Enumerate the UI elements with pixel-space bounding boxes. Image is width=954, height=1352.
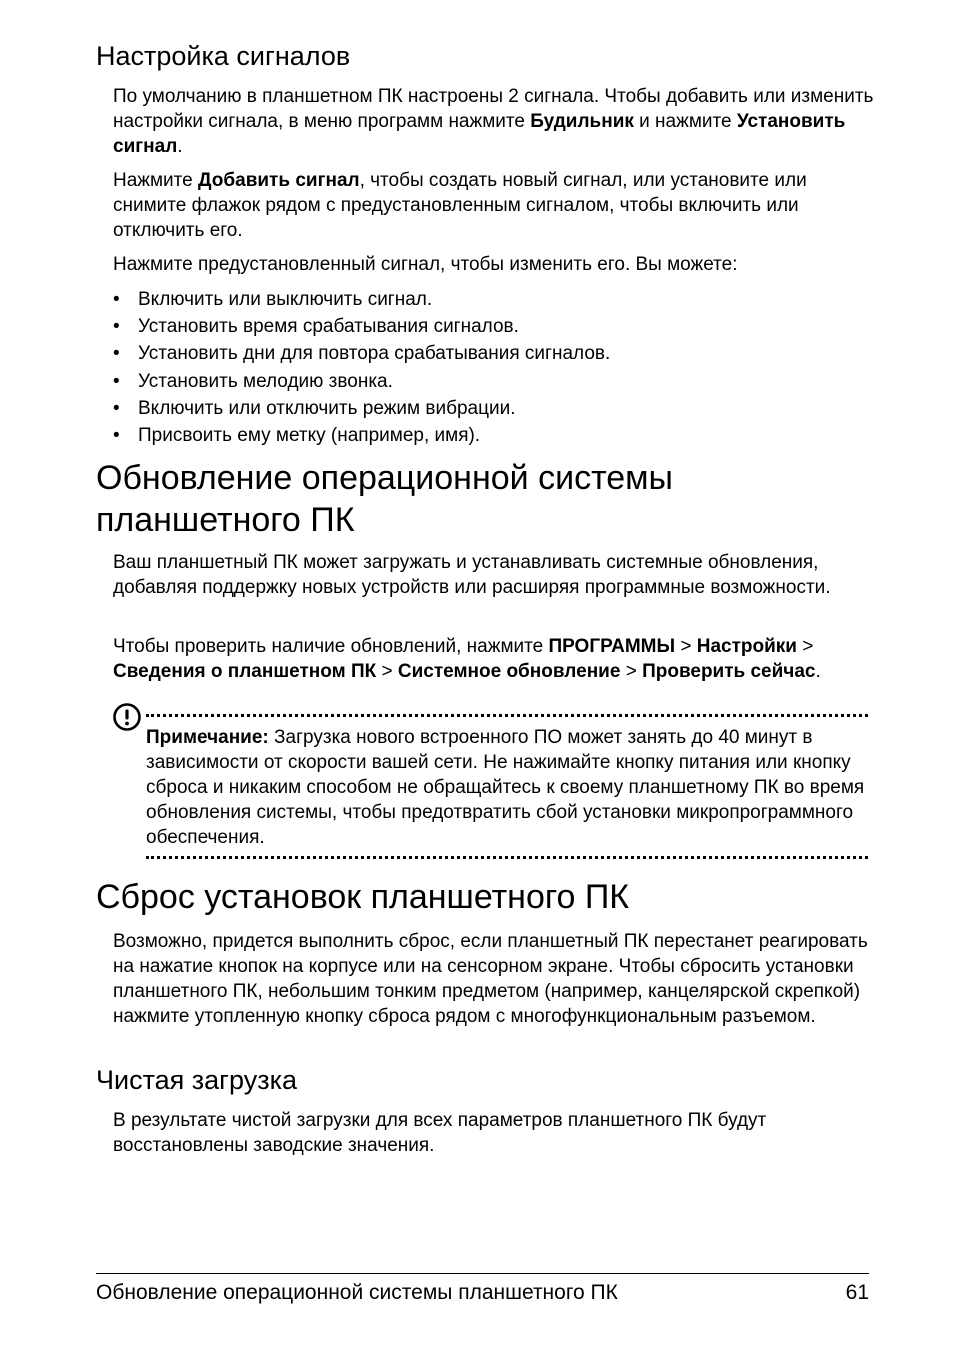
list-item: • Присвоить ему метку (например, имя). [113,422,610,449]
menu-path-system-update: Системное обновление [397,661,621,682]
bullet-icon: • [113,425,120,447]
paragraph-update-intro: Ваш планшетный ПК может загружать и устанавливать системные обновления, добавляя поддержку новых устройств или расширяя программные возможности. [113,552,831,598]
bold-term-set-alarm: Установить сигнал [113,111,846,157]
alarm-options-list [113,286,610,449]
list-item: • Установить время срабатывания сигналов. [113,313,610,340]
paragraph-alarm-intro: По умолчанию в планшетном ПК настроены 2 сигнала. Чтобы добавить или изменить настройки сигнала, в меню программ нажмите Будильник и нажмите Установить сигнал. [113,86,874,157]
bullet-icon: • [113,397,120,419]
menu-path-check-now: Проверить сейчас [642,661,816,682]
bullet-icon: • [113,289,120,310]
bold-term-add-alarm: Добавить сигнал [198,170,360,191]
heading-reset: Сброс установок планшетного ПК [96,878,630,916]
warning-icon [112,702,142,732]
page-number: 61 [845,1281,869,1304]
bullet-icon: • [113,370,120,392]
menu-path-settings: Настройки [696,636,797,657]
heading-alarm-settings: Настройка сигналов [96,41,351,71]
paragraph-reset: Возможно, придется выполнить сброс, если планшетный ПК перестанет реагировать на нажатие кнопок на корпусе или на сенсорном экране. Чтобы сбросить установки планшетного ПК, небольшим тонким предметом (например, канцелярской скрепкой) нажмите утопленную кнопку сброса рядом с многофункциональным разъемом. [113,931,868,1027]
paragraph-edit-alarm: Нажмите предустановленный сигнал, чтобы изменить его. Вы можете: [113,254,738,275]
list-item: • Установить мелодию звонка. [113,368,610,395]
note-divider-bottom [146,856,868,859]
bullet-icon: • [113,316,120,338]
heading-os-update: Обновление операционной системы планшетного ПК [96,459,673,539]
list-item: • Включить или отключить режим вибрации. [113,395,610,422]
bullet-icon: • [113,343,120,365]
paragraph-clean-boot: В результате чистой загрузки для всех параметров планшетного ПК будут восстановлены заводские значения. [113,1110,767,1156]
bold-term-alarm-clock: Будильник [530,111,634,132]
note-divider-top [146,714,868,717]
note-label: Примечание: [146,727,269,748]
list-item: • Установить дни для повтора срабатывания сигналов. [113,340,610,367]
paragraph-add-alarm: Нажмите Добавить сигнал, чтобы создать новый сигнал, или установите или снимите флажок рядом с предустановленным сигналом, чтобы включить или отключить его. [113,170,807,241]
footer-divider [96,1273,869,1274]
heading-clean-boot: Чистая загрузка [96,1065,298,1095]
menu-path-programs: ПРОГРАММЫ [548,636,676,657]
footer-title: Обновление операционной системы планшетного ПК [96,1281,618,1304]
list-item: • Включить или выключить сигнал. [113,286,610,313]
paragraph-check-updates: Чтобы проверить наличие обновлений, нажмите ПРОГРАММЫ > Настройки > Сведения о планшетном ПК > Системное обновление > Проверить сейчас. [113,636,821,682]
note-text: Примечание: Загрузка нового встроенного ПО может занять до 40 минут в зависимости от скорости вашей сети. Не нажимайте кнопку питания или кнопку сброса и никаким способом не обращайтесь к своему планшетному ПК во время обновления системы, чтобы предотвратить сбой установки микропрограммного обеспечения. [146,727,865,848]
menu-path-about-tablet: Сведения о планшетном ПК [113,661,377,682]
